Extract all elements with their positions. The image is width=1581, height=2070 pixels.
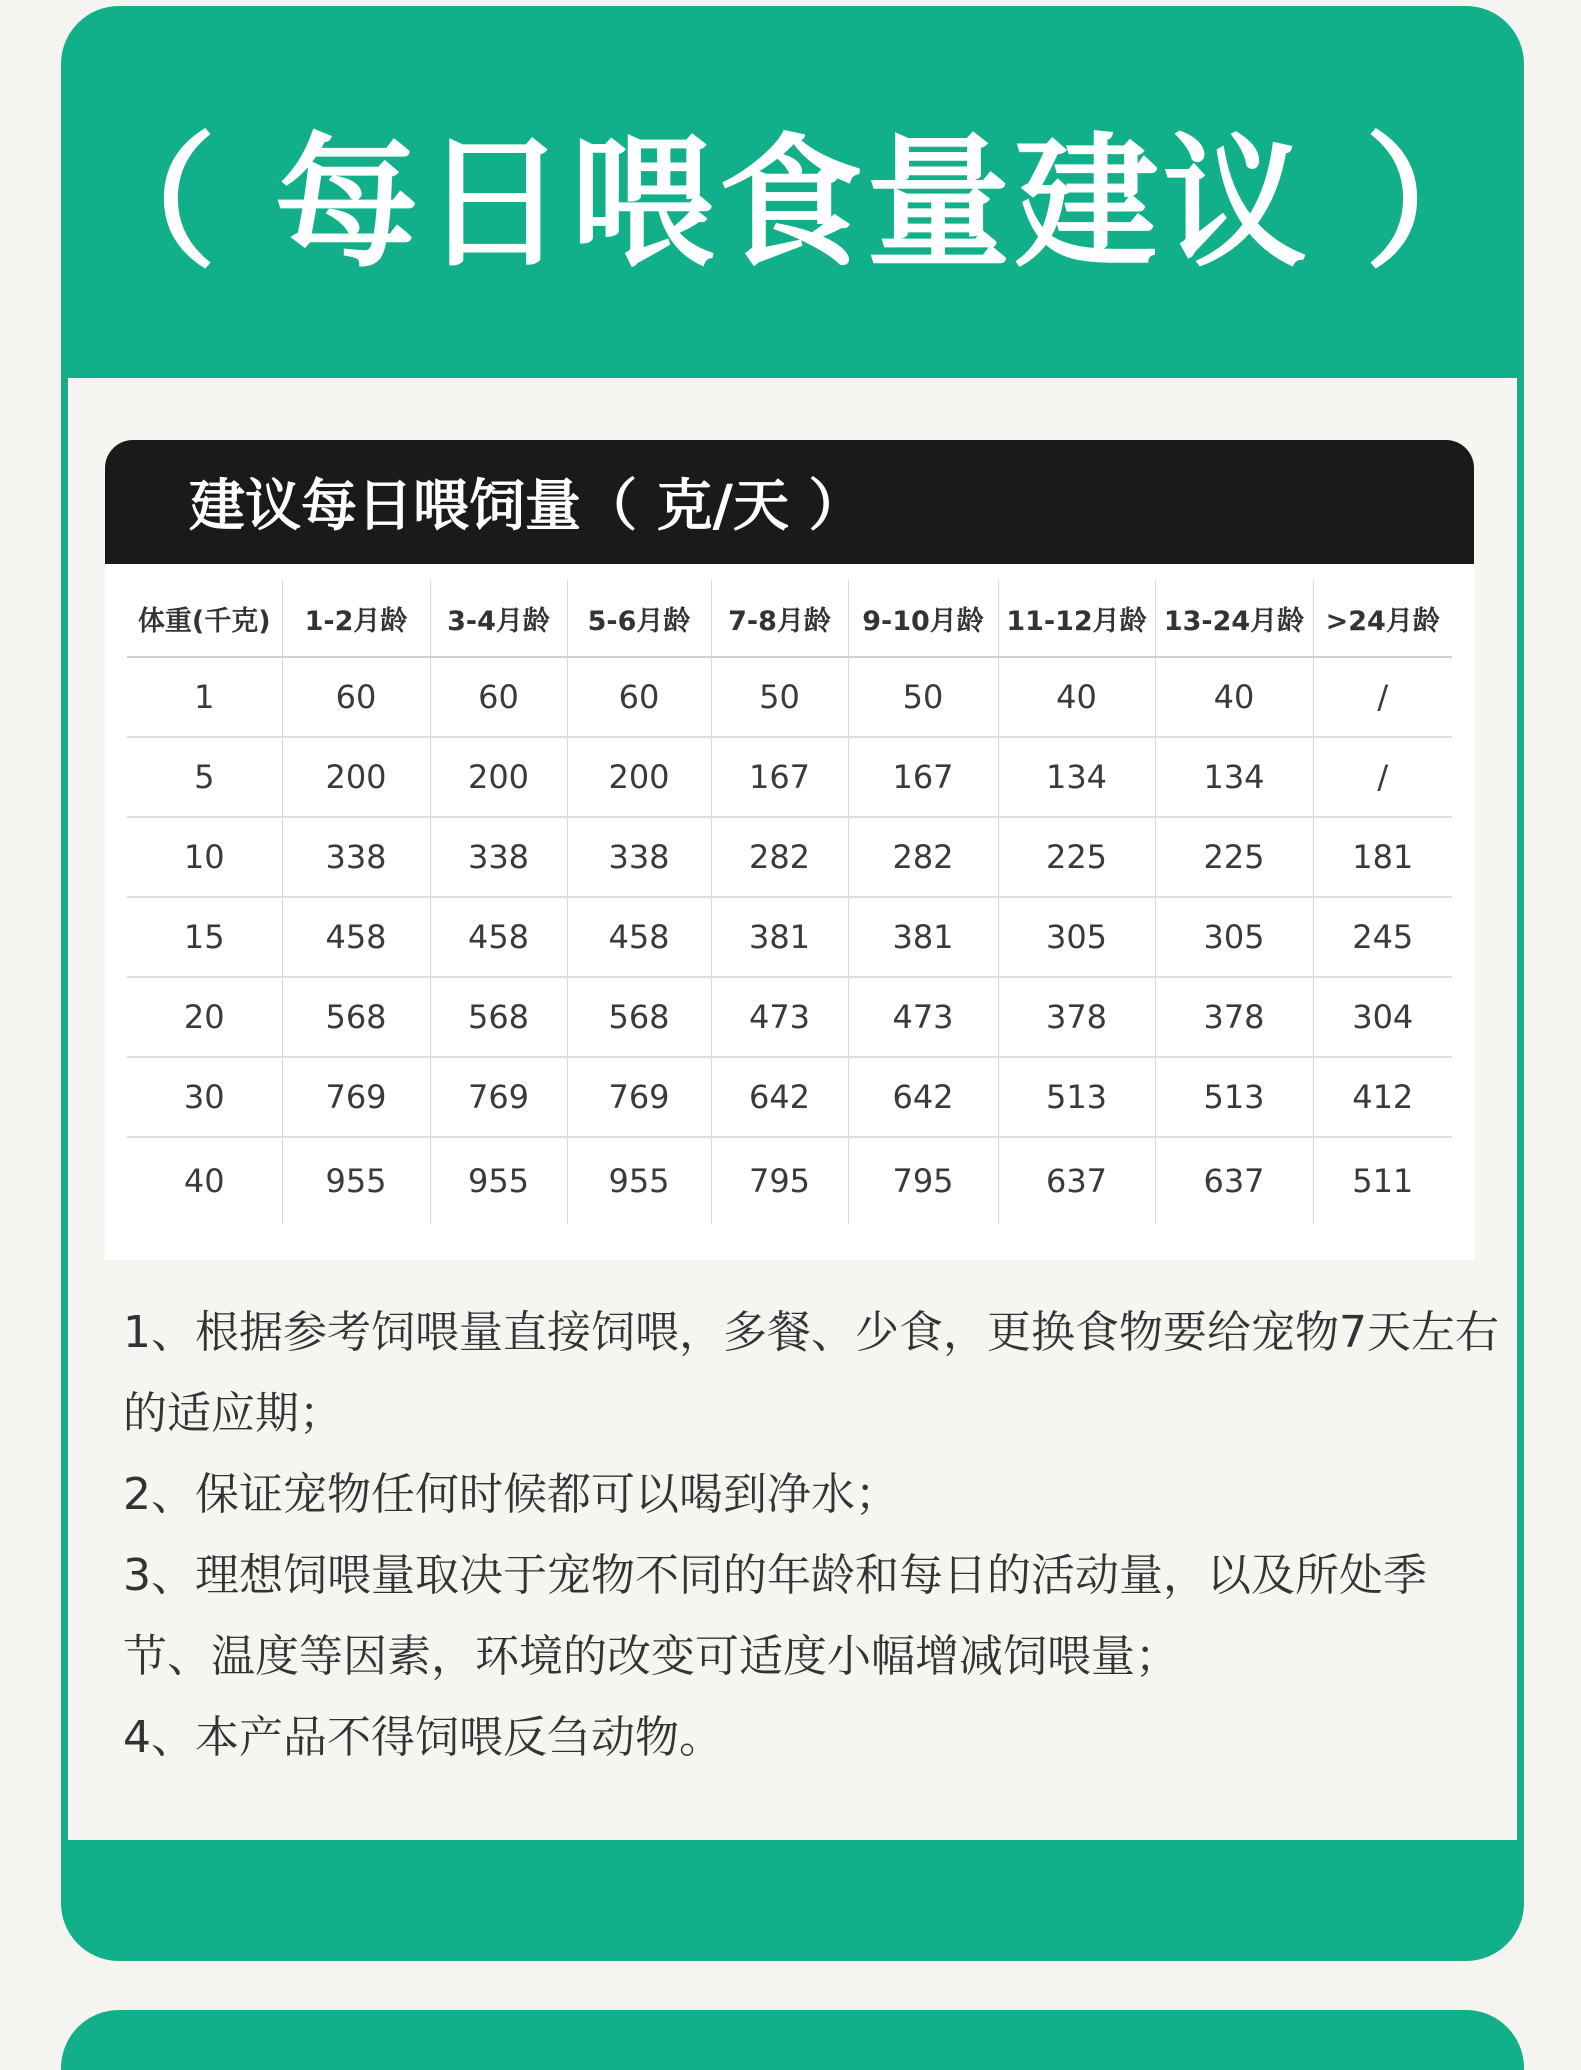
amount-cell: 200: [430, 737, 567, 817]
amount-cell: 225: [998, 817, 1155, 897]
amount-cell: 769: [567, 1057, 711, 1137]
table-row: [127, 817, 1452, 897]
amount-cell: 513: [1155, 1057, 1313, 1137]
column-header: 13-24月龄: [1155, 580, 1313, 657]
amount-cell: 338: [430, 817, 567, 897]
amount-cell: 40: [998, 657, 1155, 737]
amount-cell: 412: [1313, 1057, 1452, 1137]
amount-cell: 245: [1313, 897, 1452, 977]
amount-cell: 795: [848, 1137, 998, 1224]
amount-cell: 282: [711, 817, 848, 897]
amount-cell: 642: [848, 1057, 998, 1137]
note-item: 3、理想饲喂量取决于宠物不同的年龄和每日的活动量，以及所处季节、温度等因素，环境的改变可适度小幅增减饲喂量；: [123, 1550, 1427, 1682]
feeding-table: [127, 580, 1452, 1224]
amount-cell: 60: [430, 657, 567, 737]
amount-cell: 955: [282, 1137, 430, 1224]
amount-cell: 378: [998, 977, 1155, 1057]
amount-cell: 769: [430, 1057, 567, 1137]
amount-cell: 568: [567, 977, 711, 1057]
amount-cell: 795: [711, 1137, 848, 1224]
amount-cell: 473: [711, 977, 848, 1057]
column-header: 9-10月龄: [848, 580, 998, 657]
amount-cell: 60: [282, 657, 430, 737]
amount-cell: 769: [282, 1057, 430, 1137]
amount-cell: 637: [998, 1137, 1155, 1224]
amount-cell: 200: [567, 737, 711, 817]
amount-cell: 181: [1313, 817, 1452, 897]
amount-cell: 381: [711, 897, 848, 977]
amount-cell: 225: [1155, 817, 1313, 897]
amount-cell: 458: [567, 897, 711, 977]
weight-cell: 5: [127, 737, 282, 817]
page-title: （ 每日喂食量建议 ）: [72, 118, 1513, 287]
amount-cell: 637: [1155, 1137, 1313, 1224]
table-row: [127, 737, 1452, 817]
table-row: [127, 1137, 1452, 1224]
next-section-card: [61, 2010, 1524, 2070]
amount-cell: /: [1313, 657, 1452, 737]
table-row: [127, 1057, 1452, 1137]
amount-cell: 305: [1155, 897, 1313, 977]
amount-cell: 60: [567, 657, 711, 737]
weight-cell: 1: [127, 657, 282, 737]
amount-cell: 568: [430, 977, 567, 1057]
amount-cell: 458: [282, 897, 430, 977]
column-header: 1-2月龄: [282, 580, 430, 657]
amount-cell: 40: [1155, 657, 1313, 737]
amount-cell: /: [1313, 737, 1452, 817]
weight-cell: 15: [127, 897, 282, 977]
amount-cell: 50: [848, 657, 998, 737]
amount-cell: 568: [282, 977, 430, 1057]
table-row: [127, 897, 1452, 977]
amount-cell: 304: [1313, 977, 1452, 1057]
amount-cell: 134: [1155, 737, 1313, 817]
amount-cell: 338: [567, 817, 711, 897]
weight-cell: 30: [127, 1057, 282, 1137]
weight-cell: 10: [127, 817, 282, 897]
amount-cell: 167: [711, 737, 848, 817]
amount-cell: 282: [848, 817, 998, 897]
table-row: [127, 977, 1452, 1057]
feeding-table-box: [105, 440, 1474, 1260]
column-header: 7-8月龄: [711, 580, 848, 657]
amount-cell: 305: [998, 897, 1155, 977]
table-row: [127, 657, 1452, 737]
amount-cell: 200: [282, 737, 430, 817]
column-header: 3-4月龄: [430, 580, 567, 657]
column-header: 11-12月龄: [998, 580, 1155, 657]
amount-cell: 134: [998, 737, 1155, 817]
feeding-notes: [123, 1292, 1503, 1778]
amount-cell: 513: [998, 1057, 1155, 1137]
column-header: 5-6月龄: [567, 580, 711, 657]
amount-cell: 378: [1155, 977, 1313, 1057]
amount-cell: 642: [711, 1057, 848, 1137]
amount-cell: 955: [430, 1137, 567, 1224]
content-panel: [68, 378, 1517, 1840]
note-item: 2、保证宠物任何时候都可以喝到净水；: [123, 1469, 899, 1520]
amount-cell: 458: [430, 897, 567, 977]
amount-cell: 50: [711, 657, 848, 737]
column-header: >24月龄: [1313, 580, 1452, 657]
amount-cell: 338: [282, 817, 430, 897]
weight-cell: 20: [127, 977, 282, 1057]
amount-cell: 511: [1313, 1137, 1452, 1224]
amount-cell: 473: [848, 977, 998, 1057]
note-item: 1、根据参考饲喂量直接饲喂，多餐、少食，更换食物要给宠物7天左右的适应期；: [123, 1307, 1499, 1439]
amount-cell: 955: [567, 1137, 711, 1224]
table-header-row: [127, 580, 1452, 657]
table-title: 建议每日喂饲量（ 克/天 ）: [105, 440, 1474, 564]
feeding-guide-card: [61, 6, 1524, 1961]
column-header: 体重(千克): [127, 580, 282, 657]
amount-cell: 381: [848, 897, 998, 977]
weight-cell: 40: [183, 1162, 225, 1200]
note-item: 4、本产品不得饲喂反刍动物。: [123, 1712, 723, 1763]
amount-cell: 167: [848, 737, 998, 817]
